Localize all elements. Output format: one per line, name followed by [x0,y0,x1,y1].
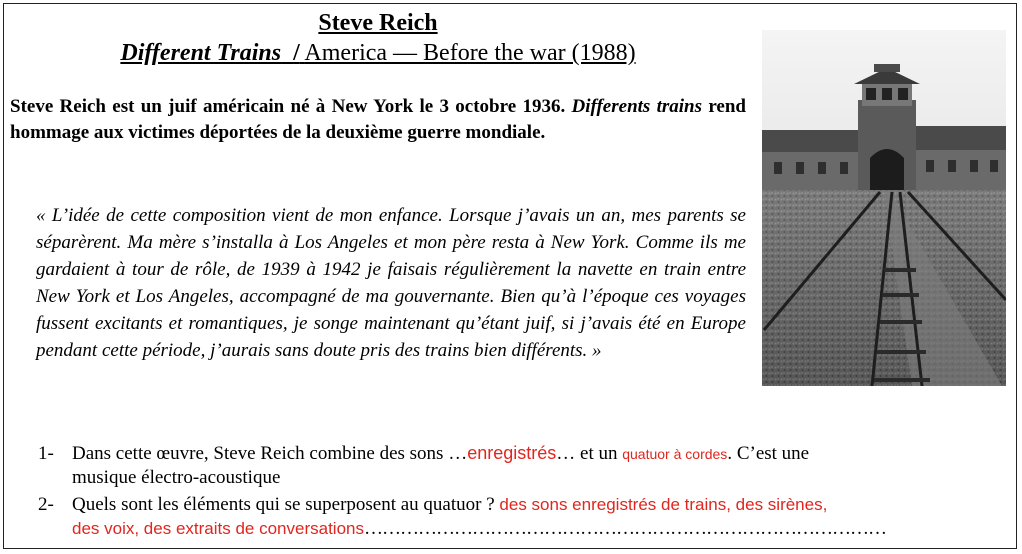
railway-gate-photo [762,30,1006,386]
question-1-text: Dans cette œuvre, Steve Reich combine des sons … [72,443,468,464]
work-title [0,40,756,67]
intro-sentence-2: rend hommage aux victimes déportées de la deuxième guerre mondiale. [10,96,746,143]
reich-quote: « L’idée de cette composition vient de mon enfance. Lorsque j’avais un an, mes parents se séparèrent. Ma mère s’installa à Los Angeles et mon père resta à New York. Comme ils me gardaient à tour de rôle, de 1939 à 1942 je faisais régulièrement la navette en train entre New York et Los Angeles, accompagné de ma gouvernante. Bien qu’à l’époque ces voyages fussent excitants et romantiques, je songe maintenant qu’étant juif, si j’avais été en Europe pendant cette période, j’aurais sans doute pris des trains bien différents. » [36,205,746,361]
question-1-end: . C’est une [727,443,810,464]
answer-string-quartet[interactable]: quatuor à cordes [622,446,728,462]
answer-dots: …………………………………………………………………………… [363,518,886,539]
photo-drawing [762,30,1006,386]
composer-title: Steve Reich [318,10,438,36]
question-2-number: 2- [38,494,54,515]
work-subtitle: America — Before the war (1988) [304,40,636,66]
title-slash: / [293,40,300,66]
answer-recorded[interactable]: enregistrés [467,443,557,463]
answer-layers-line-2[interactable]: des voix, des extraits de conversations [72,519,364,538]
question-1-middle: … et un [556,443,618,464]
question-2 [38,493,988,517]
question-2-text: Quels sont les éléments qui se superposent au quatuor ? [72,494,495,515]
question-1-number: 1- [38,443,54,464]
answer-layers-line-1[interactable]: des sons enregistrés de trains, des sirènes, [499,495,828,514]
intro-work-name: Differents trains [571,96,703,117]
intro-paragraph [10,94,746,146]
work-name: Different Trains [120,40,282,66]
question-1 [38,441,978,466]
intro-sentence-1: Steve Reich est un juif américain né à New York le 3 octobre 1936. [10,96,566,117]
question-1-continuation: musique électro-acoustique [72,467,281,488]
question-2-answer-line [72,517,972,541]
